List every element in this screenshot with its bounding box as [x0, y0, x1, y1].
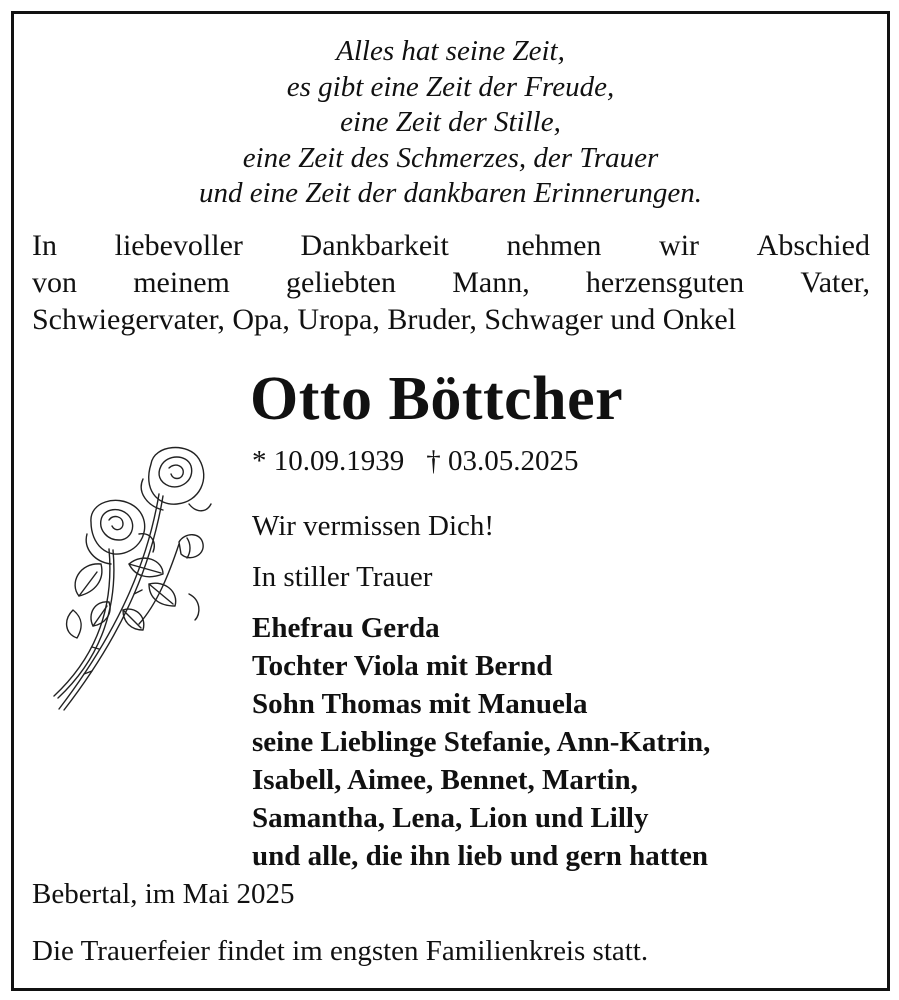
mourner-line: Samantha, Lena, Lion und Lilly — [252, 802, 649, 834]
mourners-list — [252, 609, 710, 875]
intro-word: nehmen — [506, 229, 602, 262]
death-date: † 03.05.2025 — [426, 445, 579, 477]
poem-line: eine Zeit der Stille, — [340, 106, 561, 138]
intro-word: von — [32, 266, 77, 299]
intro-word: geliebten — [286, 266, 396, 299]
poem-line: eine Zeit des Schmerzes, der Trauer — [242, 141, 659, 174]
intro-line-3: Schwiegervater, Opa, Uropa, Bruder, Schwager und Onkel — [32, 303, 737, 336]
intro-word: liebevoller — [114, 229, 243, 262]
intro-word: meinem — [133, 266, 230, 299]
mourning-intro: In stiller Trauer — [252, 561, 433, 593]
life-dates — [252, 444, 579, 478]
mourner-line: Tochter Viola mit Bernd — [252, 650, 553, 682]
roses-icon — [39, 434, 214, 719]
poem-line: und eine Zeit der dankbaren Erinnerungen. — [198, 177, 703, 209]
poem-line: es gibt eine Zeit der Freude, — [286, 70, 615, 103]
poem-line: Alles hat seine Zeit, — [336, 35, 565, 67]
mourner-line: Sohn Thomas mit Manuela — [252, 688, 588, 720]
intro-word: Abschied — [756, 229, 870, 262]
birth-date: * 10.09.1939 — [252, 445, 405, 477]
service-note: Die Trauerfeier findet im engsten Familienkreis statt. — [32, 935, 649, 967]
intro-word: Vater, — [800, 266, 870, 299]
mourner-line: und alle, die ihn lieb und gern hatten — [252, 840, 709, 872]
obituary-notice — [11, 11, 890, 991]
intro-text — [32, 227, 870, 338]
intro-word: Mann, — [452, 266, 530, 299]
intro-word: herzensguten — [585, 266, 745, 299]
deceased-name: Otto Böttcher — [250, 365, 624, 433]
farewell-message: Wir vermissen Dich! — [252, 510, 495, 542]
intro-word: Dankbarkeit — [300, 229, 449, 262]
mourner-line: seine Lieblinge Stefanie, Ann-Katrin, — [252, 726, 711, 758]
poem — [14, 34, 887, 212]
intro-word: In — [32, 229, 57, 262]
intro-line-1 — [32, 227, 870, 264]
place-date: Bebertal, im Mai 2025 — [32, 878, 295, 910]
intro-line-2 — [32, 264, 870, 301]
intro-word: wir — [659, 229, 700, 262]
mourner-line: Ehefrau Gerda — [252, 612, 440, 644]
mourner-line: Isabell, Aimee, Bennet, Martin, — [252, 764, 638, 796]
